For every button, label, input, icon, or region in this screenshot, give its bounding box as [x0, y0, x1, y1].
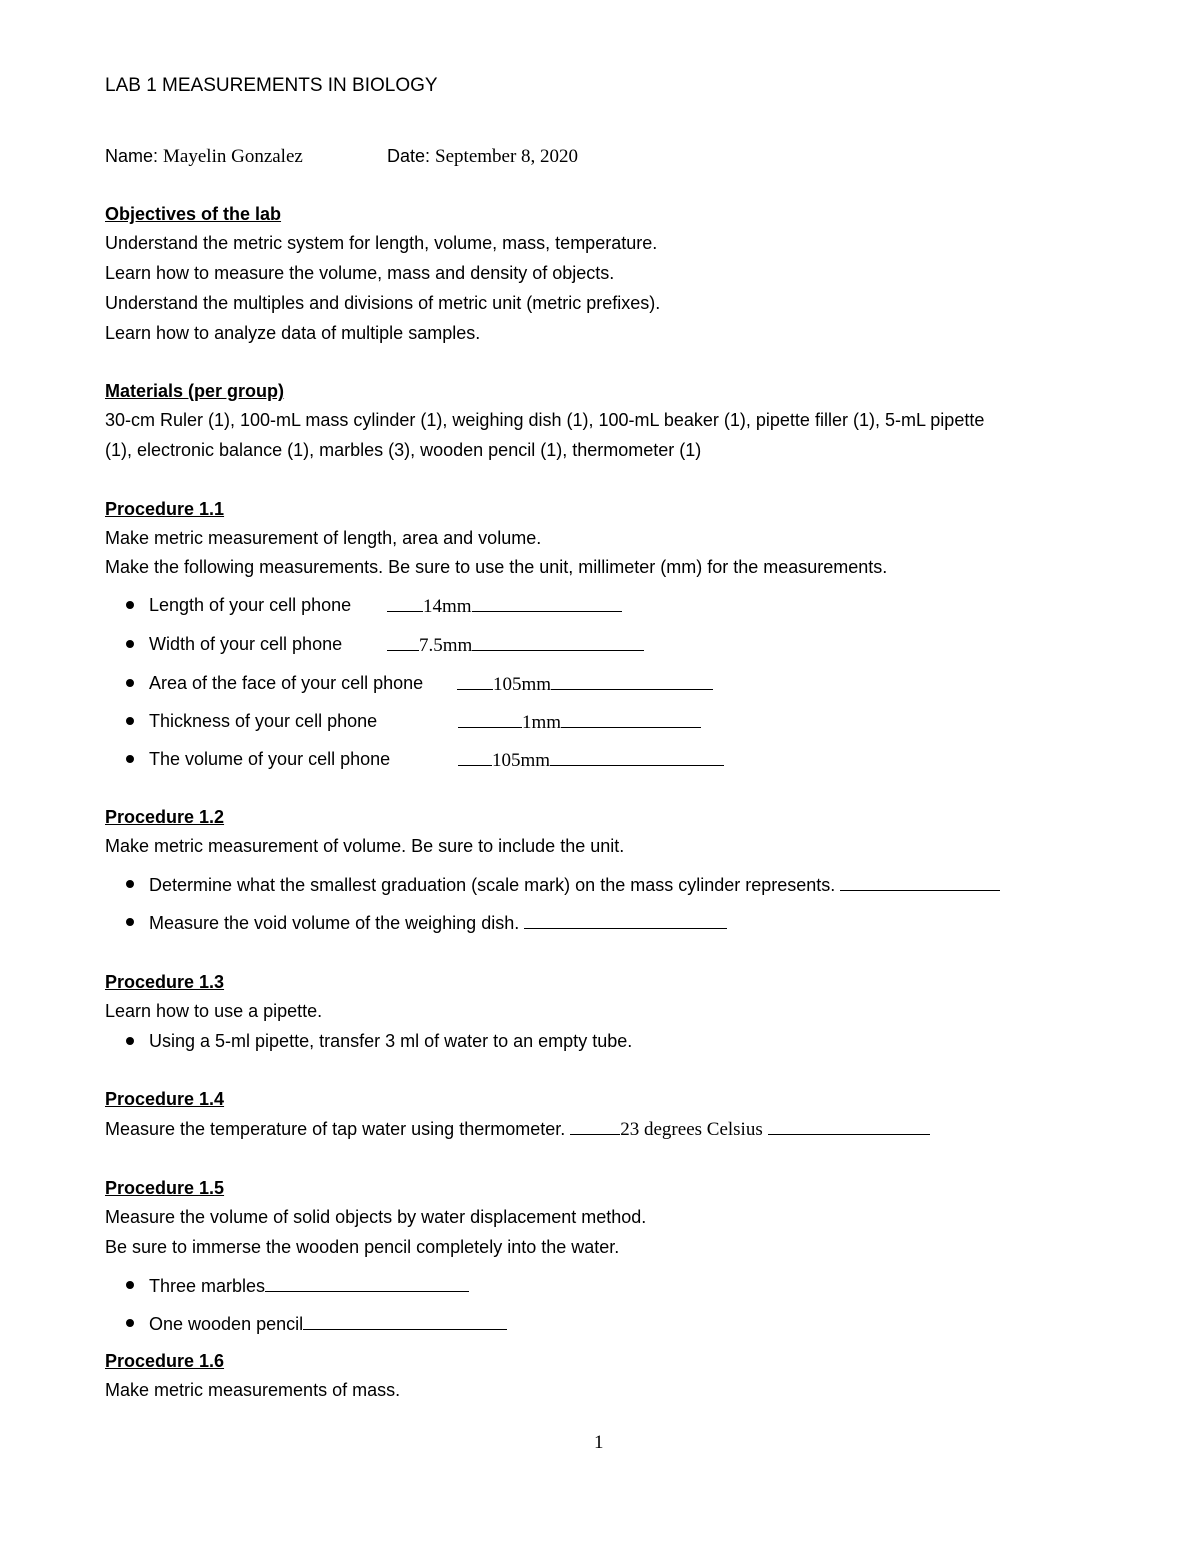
answer-field: [458, 748, 724, 772]
bullet-icon: [126, 640, 134, 648]
name-label: Name:: [105, 146, 159, 166]
list-item: [149, 1274, 469, 1297]
item-label: One wooden pencil: [149, 1314, 304, 1334]
procedure-line: Make metric measurements of mass.: [105, 1380, 401, 1400]
item-label: Thickness of your cell phone: [149, 711, 378, 731]
objective-line: Understand the metric system for length, volume, mass, temperature.: [105, 233, 658, 253]
bullet-icon: [126, 601, 134, 609]
procedure-line: Make the following measurements. Be sure to use the unit, millimeter (mm) for the measurements.: [105, 557, 888, 577]
objectives-heading: Objectives of the lab: [105, 204, 282, 224]
answer-field: [458, 710, 701, 734]
procedure-1-5-heading: Procedure 1.5: [105, 1178, 225, 1198]
bullet-icon: [126, 1319, 134, 1327]
objective-line: Learn how to analyze data of multiple samples.: [105, 323, 481, 343]
answer-value: 14mm: [423, 596, 472, 617]
answer-field: [457, 672, 713, 696]
bullet-icon: [126, 880, 134, 888]
date-field: [387, 145, 578, 168]
list-item: [149, 1312, 507, 1335]
item-label: Width of your cell phone: [149, 634, 343, 654]
bullet-icon: [126, 679, 134, 687]
date-label: Date:: [387, 146, 431, 166]
item-label: Determine what the smallest graduation (scale mark) on the mass cylinder represents.: [149, 875, 836, 895]
item-label: Three marbles: [149, 1276, 266, 1296]
objective-line: Learn how to measure the volume, mass and density of objects.: [105, 263, 615, 283]
procedure-1-2-heading: Procedure 1.2: [105, 807, 225, 827]
bullet-icon: [126, 1037, 134, 1045]
procedure-text: Measure the temperature of tap water using thermometer.: [105, 1119, 566, 1139]
name-value: Mayelin Gonzalez: [163, 146, 303, 167]
materials-line: (1), electronic balance (1), marbles (3), wooden pencil (1), thermometer (1): [105, 440, 702, 460]
bullet-icon: [126, 717, 134, 725]
answer-value: 105mm: [492, 750, 551, 771]
procedure-line: Make metric measurement of volume. Be sure to include the unit.: [105, 836, 625, 856]
procedure-1-4-heading: Procedure 1.4: [105, 1089, 225, 1109]
item-label: Length of your cell phone: [149, 595, 352, 615]
procedure-line: Learn how to use a pipette.: [105, 1001, 323, 1021]
list-item: [149, 748, 390, 770]
answer-value: 105mm: [493, 674, 552, 695]
bullet-icon: [126, 755, 134, 763]
document-title: LAB 1 MEASUREMENTS IN BIOLOGY: [105, 75, 438, 96]
list-item: [149, 873, 1000, 896]
procedure-line: Be sure to immerse the wooden pencil completely into the water.: [105, 1237, 620, 1257]
procedure-1-6-heading: Procedure 1.6: [105, 1351, 225, 1371]
procedure-line: Make metric measurement of length, area and volume.: [105, 528, 542, 548]
item-label: Area of the face of your cell phone: [149, 673, 424, 693]
answer-value: 23 degrees Celsius: [620, 1119, 763, 1140]
objective-line: Understand the multiples and divisions of metric unit (metric prefixes).: [105, 293, 661, 313]
answer-field: [387, 633, 644, 657]
item-label: The volume of your cell phone: [149, 749, 391, 769]
list-item: [149, 710, 377, 732]
item-label: Measure the void volume of the weighing dish.: [149, 913, 520, 933]
answer-value: 7.5mm: [419, 635, 473, 656]
page-number: 1: [594, 1432, 604, 1453]
materials-line: 30-cm Ruler (1), 100-mL mass cylinder (1), weighing dish (1), 100-mL beaker (1), pipette filler (1), 5-mL pipette: [105, 410, 985, 430]
materials-heading: Materials (per group): [105, 381, 285, 401]
bullet-icon: [126, 1281, 134, 1289]
answer-field: [387, 594, 622, 618]
procedure-line: Measure the volume of solid objects by water displacement method.: [105, 1207, 647, 1227]
list-item: [149, 672, 423, 694]
list-item: [149, 633, 342, 655]
procedure-1-1-heading: Procedure 1.1: [105, 499, 225, 519]
list-item: [149, 911, 727, 934]
name-date-line: [105, 145, 303, 168]
procedure-1-3-heading: Procedure 1.3: [105, 972, 225, 992]
list-item: [149, 594, 351, 616]
procedure-line: [105, 1117, 930, 1141]
bullet-icon: [126, 918, 134, 926]
date-value: September 8, 2020: [435, 146, 579, 167]
answer-value: 1mm: [522, 712, 562, 733]
list-item: Using a 5-ml pipette, transfer 3 ml of water to an empty tube.: [149, 1031, 633, 1051]
